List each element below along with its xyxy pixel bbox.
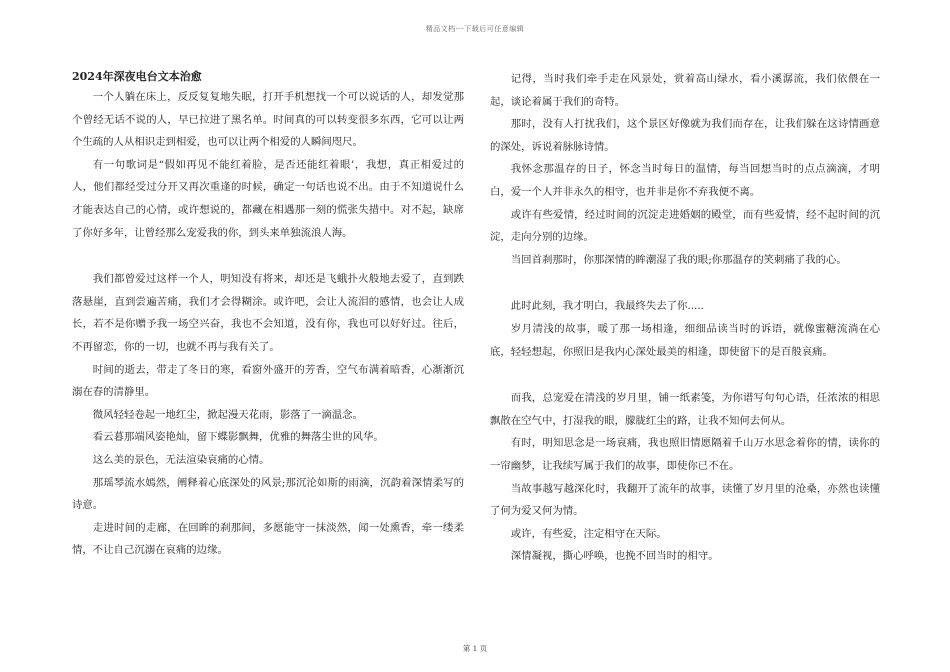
paragraph: 走进时间的走廊，在回眸的刹那间，多愿能守一抹淡然，闻一处熏香，牵一缕柔情，不让自己沉溺在哀痛的边缘。 — [72, 521, 464, 557]
paragraph: 或许，有些爱，注定相守在天际。 — [510, 527, 667, 540]
paragraph-gap — [490, 271, 880, 295]
paragraph: 这么美的景色，无法渲染哀痛的心情。 — [92, 453, 270, 466]
paragraph: 有一句歌词是“假如再见不能红着脸，是否还能红着眼’，我想，真正相爱过的人，他们都经受过分开又再次重逢的时候，确定一句话也说不出。由于不知道说什么才能表达自己的心情，或许想说的，都藏在相遇那一刻的慌张失措中。对不起，缺席了你好多年，让曾经那么宠爱我的你，到头来单独流浪人海。 — [72, 158, 464, 239]
paragraph: 我怀念那温存的日子，怀念当时每日的温情，每当回想当时的点点滴滴，才明白，爱一个人并非永久的相守，也并非是你不弃我便不离。 — [490, 163, 880, 198]
paragraph: 记得，当时我们牵手走在风景处，赏着高山绿水，看小溪潺流，我们依偎在一起，谈论着属于我们的奇特。 — [490, 73, 880, 108]
paragraph-gap — [72, 244, 464, 268]
paragraph: 那时，没有人打扰我们，这个景区好像就为我们而存在，让我们躲在这诗情画意的深处，诉说着脉脉诗情。 — [490, 118, 880, 153]
paragraph: 岁月清浅的故事，暖了那一场相逢，细细品读当时的诉语，就像蜜糖流淌在心底，轻轻想起，你照旧是我内心深处最美的相逢，即使留下的是百般哀痛。 — [490, 322, 880, 358]
paragraph: 有时，明知思念是一场哀痛，我也照旧情愿隔着千山万水思念着你的情，读你的一帘幽梦，让我续写属于我们的故事，即使你已不在。 — [490, 437, 880, 472]
paragraph: 当故事越写越深化时，我翻开了流年的故事，读懂了岁月里的沧桑，亦然也读懂了何为爱又何为情。 — [490, 482, 880, 518]
left-column — [72, 68, 464, 562]
document-title: 2024年深夜电台文本治愈 — [72, 70, 202, 83]
paragraph: 此时此刻，我才明白，我最终失去了你..... — [510, 300, 704, 313]
paragraph-gap — [490, 363, 880, 387]
paragraph: 那瑶琴流水嫣然，阐释着心底深处的风景;那沉沦如斯的雨滴，沉韵着深情柔写的诗意。 — [72, 476, 464, 512]
paragraph: 我们都曾爱过这样一个人，明知没有将来，却还是飞蛾扑火般地去爱了，直到跌落悬崖，直到尝遍苦痛，我们才会得糊涂。或许吧，会让人流泪的感情，也会让人成长，若不是你赠予我一场空兴奋，我也不会知道，没有你，我也可以好好过。往后，不再留恋，你的一切，也就不再与我有关了。 — [72, 273, 464, 353]
paragraph: 深情凝视，撕心呼唤，也挽不回当时的相守。 — [510, 550, 719, 563]
paragraph: 时间的逝去，带走了冬日的寒，看窗外盛开的芳香，空气布满着暗香，心渐渐沉溺在春的清静里。 — [72, 363, 464, 399]
paragraph: 看云暮那端风姿艳灿，留下蝶影飘舞，优雅的舞落尘世的风华。 — [92, 431, 384, 444]
paragraph: 或许有些爱情，经过时间的沉淀走进婚姻的殿堂，而有些爱情，经不起时间的沉淀，走向分别的边缘。 — [490, 208, 880, 244]
paragraph: 微风轻轻卷起一地红尘，掀起漫天花雨，影落了一滴温念。 — [92, 408, 363, 421]
paragraph: 当回首刹那时，你那深情的眸潮湿了我的眼;你那温存的笑刺痛了我的心。 — [510, 253, 847, 266]
paragraph: 而我，总宠爱在清浅的岁月里，铺一纸素笺，为你谱写句句心语，任浓浓的相思飘散在空气中，打湿我的眼，朦胧红尘的路，让我不知何去何从。 — [490, 392, 880, 427]
page-footer: 第 1 页 — [462, 644, 488, 653]
page-header: 精品文档---下载后可任意编辑 — [425, 25, 525, 33]
right-column — [490, 68, 880, 568]
paragraph: 一个人躺在床上，反反复复地失眠，打开手机想找一个可以说话的人，却发觉那个曾经无话不说的人，早已拉进了黑名单。时间真的可以转变很多东西，它可以让两个生疏的人从相识走到相爱，也可以让两个相爱的人瞬间咫尺。 — [72, 91, 464, 149]
